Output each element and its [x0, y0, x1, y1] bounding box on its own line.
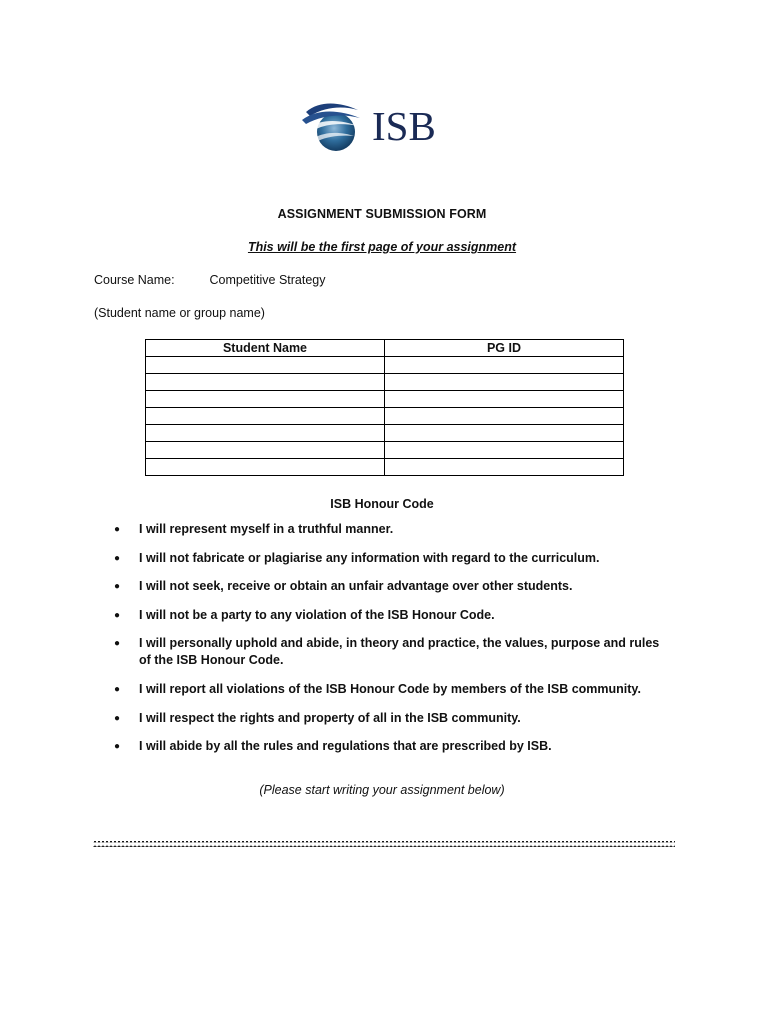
form-subtitle: This will be the first page of your assignment	[247, 240, 517, 254]
honour-code-text: I will respect the rights and property of all in the ISB community.	[139, 710, 521, 725]
table-row	[146, 442, 624, 459]
table-row	[146, 357, 624, 374]
list-item	[114, 681, 674, 698]
student-name-cell[interactable]	[146, 357, 385, 374]
column-header-pg-id: PG ID	[385, 340, 624, 357]
bullet-icon: ●	[114, 609, 121, 621]
table-row	[146, 459, 624, 476]
bullet-icon: ●	[114, 683, 121, 695]
form-title: ASSIGNMENT SUBMISSION FORM	[277, 207, 487, 221]
course-name-value: Competitive Strategy	[209, 273, 326, 287]
logo-text: ISB	[372, 103, 436, 149]
honour-code-list	[114, 521, 674, 767]
student-name-cell[interactable]	[146, 391, 385, 408]
student-name-cell[interactable]	[146, 459, 385, 476]
list-item	[114, 607, 674, 624]
honour-code-text: I will not fabricate or plagiarise any information with regard to the curriculum.	[139, 550, 600, 565]
table-row	[146, 408, 624, 425]
bullet-icon: ●	[114, 524, 121, 535]
student-table	[145, 339, 624, 476]
list-item	[114, 578, 674, 595]
honour-code-text: I will personally uphold and abide, in theory and practice, the values, purpose and rules of the ISB Honour Code.	[139, 636, 660, 668]
course-name-label: Course Name:	[94, 273, 175, 287]
list-item	[114, 521, 674, 538]
bullet-icon: ●	[114, 552, 121, 564]
isb-logo	[300, 98, 440, 154]
pg-id-cell[interactable]	[385, 459, 624, 476]
student-name-cell[interactable]	[146, 374, 385, 391]
pg-id-cell[interactable]	[385, 374, 624, 391]
bullet-icon: ●	[114, 741, 121, 753]
pg-id-cell[interactable]	[385, 391, 624, 408]
bullet-icon: ●	[114, 638, 121, 650]
honour-code-text: I will report all violations of the ISB Honour Code by members of the ISB community.	[139, 681, 641, 696]
honour-code-text: I will represent myself in a truthful manner.	[139, 522, 394, 536]
honour-code-text: I will not seek, receive or obtain an unfair advantage over other students.	[139, 579, 573, 594]
table-row	[146, 425, 624, 442]
table-row	[146, 374, 624, 391]
pg-id-cell[interactable]	[385, 442, 624, 459]
list-item	[114, 738, 674, 755]
pg-id-cell[interactable]	[385, 408, 624, 425]
list-item	[114, 550, 674, 567]
student-name-cell[interactable]	[146, 408, 385, 425]
bullet-icon: ●	[114, 712, 121, 724]
star-divider	[93, 838, 675, 850]
student-name-cell[interactable]	[146, 425, 385, 442]
isb-wave-globe-logo-icon	[300, 98, 372, 154]
honour-code-text: I will not be a party to any violation of the ISB Honour Code.	[139, 607, 495, 622]
table-row	[146, 391, 624, 408]
table-header-row	[146, 340, 624, 357]
start-writing-note: (Please start writing your assignment below)	[259, 783, 505, 797]
pg-id-cell[interactable]	[385, 425, 624, 442]
list-item	[114, 710, 674, 727]
honour-code-text: I will abide by all the rules and regulations that are prescribed by ISB.	[139, 739, 552, 754]
column-header-student-name: Student Name	[146, 340, 385, 357]
course-row	[94, 273, 326, 287]
list-item	[114, 635, 674, 669]
student-note: (Student name or group name)	[94, 306, 265, 320]
pg-id-cell[interactable]	[385, 357, 624, 374]
honour-code-title: ISB Honour Code	[330, 497, 434, 511]
student-name-cell[interactable]	[146, 442, 385, 459]
bullet-icon: ●	[114, 581, 121, 593]
